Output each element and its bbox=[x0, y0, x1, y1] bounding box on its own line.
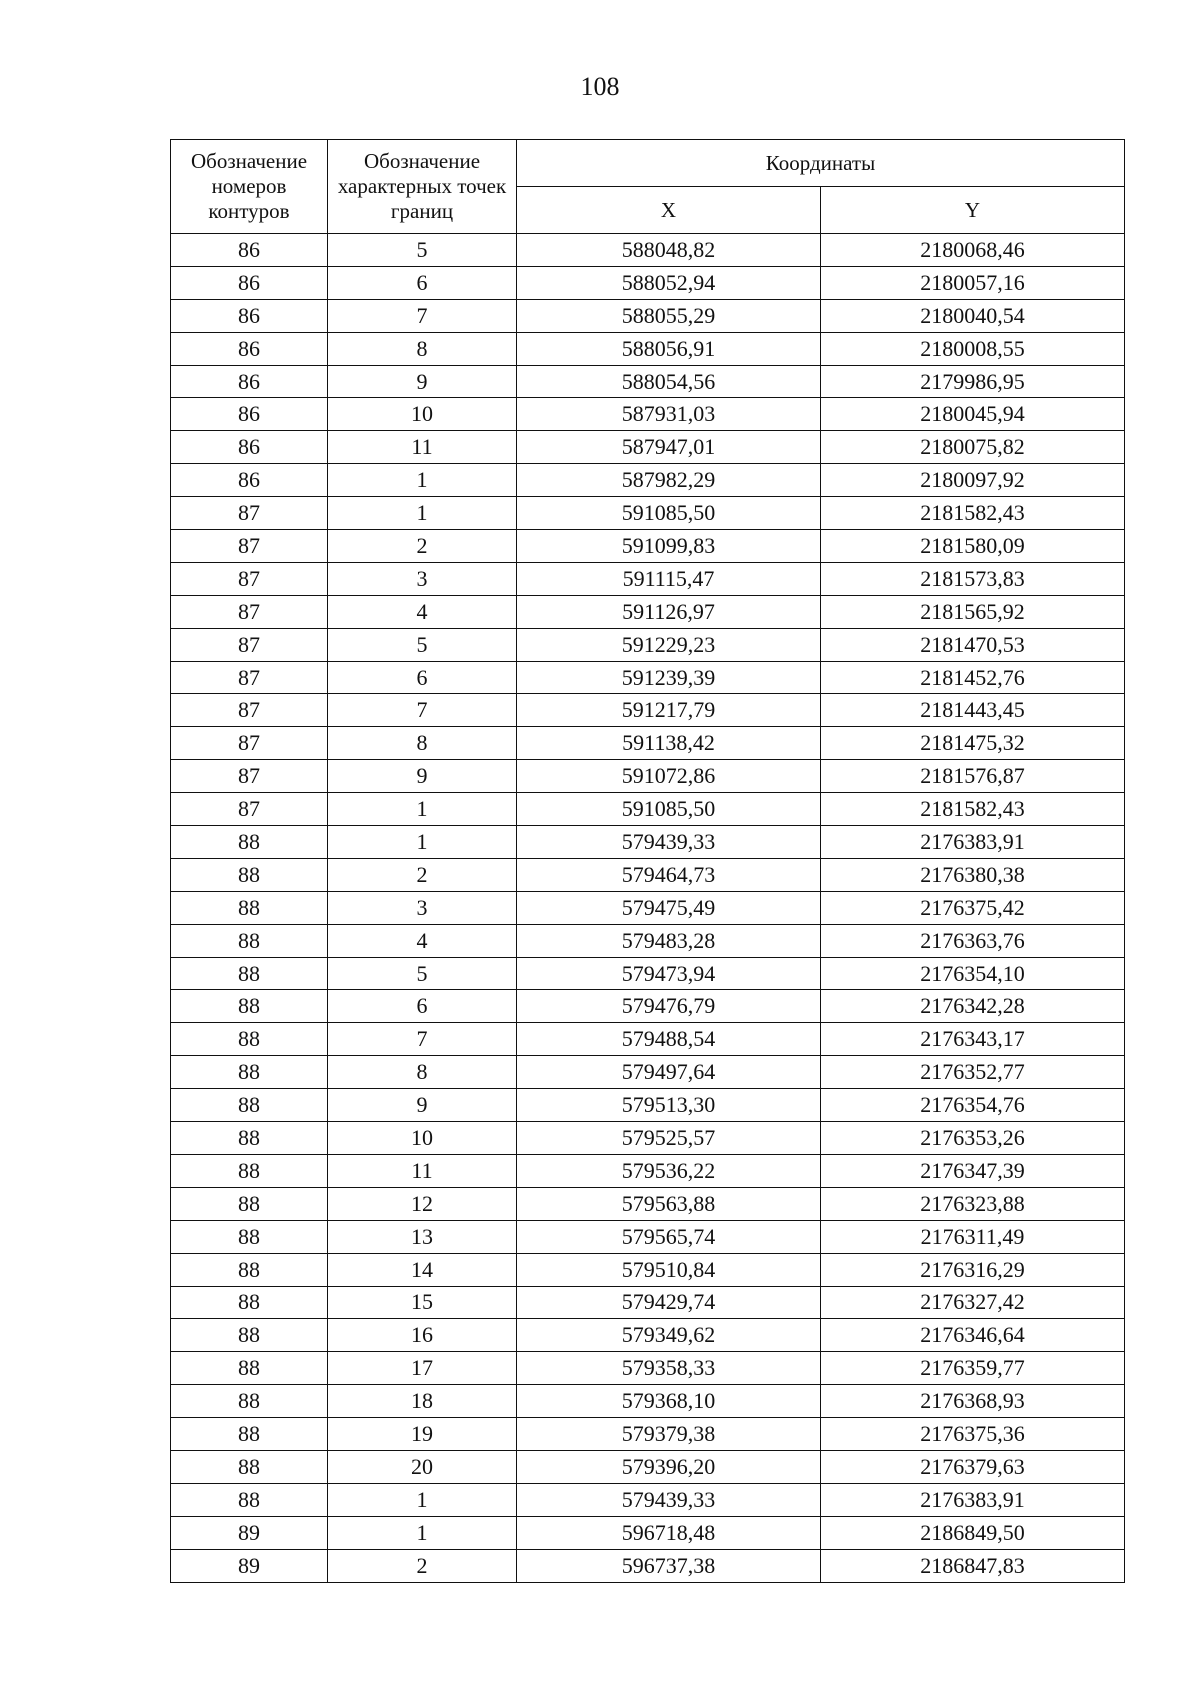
x-coordinate-cell: 579358,33 bbox=[517, 1352, 821, 1385]
y-coordinate-cell: 2176368,93 bbox=[821, 1385, 1125, 1418]
point-number-cell: 16 bbox=[328, 1319, 517, 1352]
table-row bbox=[171, 299, 1125, 332]
x-coordinate-cell: 579475,49 bbox=[517, 891, 821, 924]
x-coordinate-cell: 591085,50 bbox=[517, 793, 821, 826]
table-row bbox=[171, 530, 1125, 563]
point-number-cell: 4 bbox=[328, 924, 517, 957]
table-row bbox=[171, 464, 1125, 497]
x-coordinate-cell: 579396,20 bbox=[517, 1450, 821, 1483]
header-x: X bbox=[517, 187, 821, 234]
point-number-cell: 3 bbox=[328, 891, 517, 924]
point-number-cell: 1 bbox=[328, 793, 517, 826]
table-row bbox=[171, 891, 1125, 924]
table-row bbox=[171, 1418, 1125, 1451]
table-row bbox=[171, 332, 1125, 365]
table-row bbox=[171, 398, 1125, 431]
contour-number-cell: 88 bbox=[171, 1286, 328, 1319]
point-number-cell: 11 bbox=[328, 431, 517, 464]
contour-number-cell: 88 bbox=[171, 1450, 328, 1483]
contour-number-cell: 89 bbox=[171, 1549, 328, 1582]
point-number-cell: 13 bbox=[328, 1220, 517, 1253]
y-coordinate-cell: 2180008,55 bbox=[821, 332, 1125, 365]
point-number-cell: 8 bbox=[328, 727, 517, 760]
y-coordinate-cell: 2180057,16 bbox=[821, 266, 1125, 299]
y-coordinate-cell: 2176383,91 bbox=[821, 1483, 1125, 1516]
contour-number-cell: 86 bbox=[171, 234, 328, 267]
contour-number-cell: 87 bbox=[171, 628, 328, 661]
y-coordinate-cell: 2180075,82 bbox=[821, 431, 1125, 464]
coordinates-table bbox=[170, 139, 1125, 1583]
point-number-cell: 11 bbox=[328, 1154, 517, 1187]
contour-number-cell: 88 bbox=[171, 1089, 328, 1122]
contour-number-cell: 87 bbox=[171, 595, 328, 628]
point-number-cell: 15 bbox=[328, 1286, 517, 1319]
x-coordinate-cell: 579488,54 bbox=[517, 1023, 821, 1056]
point-number-cell: 17 bbox=[328, 1352, 517, 1385]
contour-number-cell: 89 bbox=[171, 1516, 328, 1549]
x-coordinate-cell: 591085,50 bbox=[517, 497, 821, 530]
contour-number-cell: 88 bbox=[171, 1122, 328, 1155]
x-coordinate-cell: 596737,38 bbox=[517, 1549, 821, 1582]
y-coordinate-cell: 2176347,39 bbox=[821, 1154, 1125, 1187]
table-row bbox=[171, 562, 1125, 595]
x-coordinate-cell: 587982,29 bbox=[517, 464, 821, 497]
y-coordinate-cell: 2176380,38 bbox=[821, 858, 1125, 891]
point-number-cell: 18 bbox=[328, 1385, 517, 1418]
table-row bbox=[171, 595, 1125, 628]
contour-number-cell: 86 bbox=[171, 266, 328, 299]
table-row bbox=[171, 661, 1125, 694]
table-row bbox=[171, 1089, 1125, 1122]
point-number-cell: 5 bbox=[328, 628, 517, 661]
x-coordinate-cell: 579429,74 bbox=[517, 1286, 821, 1319]
contour-number-cell: 88 bbox=[171, 1220, 328, 1253]
contour-number-cell: 88 bbox=[171, 990, 328, 1023]
header-y: Y bbox=[821, 187, 1125, 234]
y-coordinate-cell: 2181573,83 bbox=[821, 562, 1125, 595]
x-coordinate-cell: 579497,64 bbox=[517, 1056, 821, 1089]
table-row bbox=[171, 1286, 1125, 1319]
contour-number-cell: 88 bbox=[171, 957, 328, 990]
table-row bbox=[171, 924, 1125, 957]
x-coordinate-cell: 591099,83 bbox=[517, 530, 821, 563]
point-number-cell: 5 bbox=[328, 234, 517, 267]
table-row bbox=[171, 628, 1125, 661]
x-coordinate-cell: 591138,42 bbox=[517, 727, 821, 760]
table-row bbox=[171, 1549, 1125, 1582]
table-row bbox=[171, 694, 1125, 727]
x-coordinate-cell: 579525,57 bbox=[517, 1122, 821, 1155]
contour-number-cell: 88 bbox=[171, 1483, 328, 1516]
point-number-cell: 7 bbox=[328, 694, 517, 727]
contour-number-cell: 86 bbox=[171, 464, 328, 497]
table-row bbox=[171, 1516, 1125, 1549]
y-coordinate-cell: 2176327,42 bbox=[821, 1286, 1125, 1319]
table-row bbox=[171, 1483, 1125, 1516]
table-row bbox=[171, 957, 1125, 990]
x-coordinate-cell: 588056,91 bbox=[517, 332, 821, 365]
y-coordinate-cell: 2176354,76 bbox=[821, 1089, 1125, 1122]
table-row bbox=[171, 1319, 1125, 1352]
table-row bbox=[171, 1187, 1125, 1220]
contour-number-cell: 88 bbox=[171, 1319, 328, 1352]
contour-number-cell: 88 bbox=[171, 826, 328, 859]
point-number-cell: 12 bbox=[328, 1187, 517, 1220]
table-row bbox=[171, 1056, 1125, 1089]
table-row bbox=[171, 1352, 1125, 1385]
table-row bbox=[171, 234, 1125, 267]
table-row bbox=[171, 727, 1125, 760]
header-boundary-points: Обозначение характерных точек границ bbox=[328, 140, 517, 234]
contour-number-cell: 87 bbox=[171, 530, 328, 563]
x-coordinate-cell: 587931,03 bbox=[517, 398, 821, 431]
y-coordinate-cell: 2176346,64 bbox=[821, 1319, 1125, 1352]
y-coordinate-cell: 2176359,77 bbox=[821, 1352, 1125, 1385]
contour-number-cell: 87 bbox=[171, 727, 328, 760]
point-number-cell: 1 bbox=[328, 1516, 517, 1549]
point-number-cell: 9 bbox=[328, 760, 517, 793]
y-coordinate-cell: 2181565,92 bbox=[821, 595, 1125, 628]
x-coordinate-cell: 579565,74 bbox=[517, 1220, 821, 1253]
point-number-cell: 3 bbox=[328, 562, 517, 595]
x-coordinate-cell: 591229,23 bbox=[517, 628, 821, 661]
point-number-cell: 6 bbox=[328, 266, 517, 299]
y-coordinate-cell: 2181582,43 bbox=[821, 497, 1125, 530]
contour-number-cell: 88 bbox=[171, 858, 328, 891]
contour-number-cell: 88 bbox=[171, 1385, 328, 1418]
y-coordinate-cell: 2181580,09 bbox=[821, 530, 1125, 563]
contour-number-cell: 87 bbox=[171, 562, 328, 595]
y-coordinate-cell: 2179986,95 bbox=[821, 365, 1125, 398]
table-row bbox=[171, 266, 1125, 299]
y-coordinate-cell: 2176363,76 bbox=[821, 924, 1125, 957]
x-coordinate-cell: 579536,22 bbox=[517, 1154, 821, 1187]
y-coordinate-cell: 2176316,29 bbox=[821, 1253, 1125, 1286]
point-number-cell: 9 bbox=[328, 1089, 517, 1122]
x-coordinate-cell: 591115,47 bbox=[517, 562, 821, 595]
contour-number-cell: 88 bbox=[171, 1418, 328, 1451]
point-number-cell: 2 bbox=[328, 858, 517, 891]
y-coordinate-cell: 2180068,46 bbox=[821, 234, 1125, 267]
x-coordinate-cell: 579513,30 bbox=[517, 1089, 821, 1122]
contour-number-cell: 87 bbox=[171, 497, 328, 530]
point-number-cell: 9 bbox=[328, 365, 517, 398]
y-coordinate-cell: 2176343,17 bbox=[821, 1023, 1125, 1056]
x-coordinate-cell: 579563,88 bbox=[517, 1187, 821, 1220]
x-coordinate-cell: 591217,79 bbox=[517, 694, 821, 727]
x-coordinate-cell: 579473,94 bbox=[517, 957, 821, 990]
y-coordinate-cell: 2181475,32 bbox=[821, 727, 1125, 760]
table-row bbox=[171, 1253, 1125, 1286]
y-coordinate-cell: 2176352,77 bbox=[821, 1056, 1125, 1089]
point-number-cell: 1 bbox=[328, 464, 517, 497]
header-contour-numbers: Обозначение номеров контуров bbox=[171, 140, 328, 234]
contour-number-cell: 87 bbox=[171, 760, 328, 793]
table-row bbox=[171, 990, 1125, 1023]
contour-number-cell: 87 bbox=[171, 793, 328, 826]
y-coordinate-cell: 2176375,36 bbox=[821, 1418, 1125, 1451]
x-coordinate-cell: 579439,33 bbox=[517, 826, 821, 859]
y-coordinate-cell: 2181582,43 bbox=[821, 793, 1125, 826]
table-row bbox=[171, 1023, 1125, 1056]
y-coordinate-cell: 2180045,94 bbox=[821, 398, 1125, 431]
table-row bbox=[171, 497, 1125, 530]
contour-number-cell: 88 bbox=[171, 1154, 328, 1187]
header-coordinates: Координаты bbox=[517, 140, 1125, 187]
point-number-cell: 7 bbox=[328, 1023, 517, 1056]
y-coordinate-cell: 2186847,83 bbox=[821, 1549, 1125, 1582]
table-row bbox=[171, 826, 1125, 859]
point-number-cell: 6 bbox=[328, 990, 517, 1023]
contour-number-cell: 88 bbox=[171, 1023, 328, 1056]
point-number-cell: 8 bbox=[328, 1056, 517, 1089]
y-coordinate-cell: 2176342,28 bbox=[821, 990, 1125, 1023]
y-coordinate-cell: 2181576,87 bbox=[821, 760, 1125, 793]
table-row bbox=[171, 431, 1125, 464]
y-coordinate-cell: 2181470,53 bbox=[821, 628, 1125, 661]
contour-number-cell: 87 bbox=[171, 661, 328, 694]
contour-number-cell: 86 bbox=[171, 398, 328, 431]
point-number-cell: 5 bbox=[328, 957, 517, 990]
point-number-cell: 1 bbox=[328, 497, 517, 530]
table-body bbox=[171, 234, 1125, 1583]
y-coordinate-cell: 2181452,76 bbox=[821, 661, 1125, 694]
contour-number-cell: 88 bbox=[171, 891, 328, 924]
x-coordinate-cell: 588054,56 bbox=[517, 365, 821, 398]
point-number-cell: 10 bbox=[328, 398, 517, 431]
point-number-cell: 1 bbox=[328, 826, 517, 859]
table-row bbox=[171, 1122, 1125, 1155]
point-number-cell: 2 bbox=[328, 1549, 517, 1582]
y-coordinate-cell: 2176375,42 bbox=[821, 891, 1125, 924]
contour-number-cell: 86 bbox=[171, 365, 328, 398]
point-number-cell: 19 bbox=[328, 1418, 517, 1451]
contour-number-cell: 88 bbox=[171, 1056, 328, 1089]
y-coordinate-cell: 2176353,26 bbox=[821, 1122, 1125, 1155]
contour-number-cell: 88 bbox=[171, 924, 328, 957]
x-coordinate-cell: 579510,84 bbox=[517, 1253, 821, 1286]
table-row bbox=[171, 365, 1125, 398]
contour-number-cell: 87 bbox=[171, 694, 328, 727]
x-coordinate-cell: 588055,29 bbox=[517, 299, 821, 332]
contour-number-cell: 88 bbox=[171, 1253, 328, 1286]
point-number-cell: 7 bbox=[328, 299, 517, 332]
y-coordinate-cell: 2176379,63 bbox=[821, 1450, 1125, 1483]
point-number-cell: 1 bbox=[328, 1483, 517, 1516]
x-coordinate-cell: 579483,28 bbox=[517, 924, 821, 957]
point-number-cell: 2 bbox=[328, 530, 517, 563]
table-row bbox=[171, 1220, 1125, 1253]
table-row bbox=[171, 793, 1125, 826]
y-coordinate-cell: 2180097,92 bbox=[821, 464, 1125, 497]
x-coordinate-cell: 588048,82 bbox=[517, 234, 821, 267]
y-coordinate-cell: 2181443,45 bbox=[821, 694, 1125, 727]
point-number-cell: 20 bbox=[328, 1450, 517, 1483]
y-coordinate-cell: 2176383,91 bbox=[821, 826, 1125, 859]
x-coordinate-cell: 579368,10 bbox=[517, 1385, 821, 1418]
x-coordinate-cell: 591126,97 bbox=[517, 595, 821, 628]
contour-number-cell: 86 bbox=[171, 299, 328, 332]
x-coordinate-cell: 579379,38 bbox=[517, 1418, 821, 1451]
contour-number-cell: 86 bbox=[171, 332, 328, 365]
contour-number-cell: 88 bbox=[171, 1352, 328, 1385]
x-coordinate-cell: 579464,73 bbox=[517, 858, 821, 891]
point-number-cell: 6 bbox=[328, 661, 517, 694]
contour-number-cell: 86 bbox=[171, 431, 328, 464]
page-number: 108 bbox=[580, 72, 620, 101]
contour-number-cell: 88 bbox=[171, 1187, 328, 1220]
x-coordinate-cell: 588052,94 bbox=[517, 266, 821, 299]
y-coordinate-cell: 2176311,49 bbox=[821, 1220, 1125, 1253]
x-coordinate-cell: 591072,86 bbox=[517, 760, 821, 793]
x-coordinate-cell: 579476,79 bbox=[517, 990, 821, 1023]
y-coordinate-cell: 2176354,10 bbox=[821, 957, 1125, 990]
table-row bbox=[171, 1450, 1125, 1483]
table-row bbox=[171, 1154, 1125, 1187]
point-number-cell: 10 bbox=[328, 1122, 517, 1155]
x-coordinate-cell: 596718,48 bbox=[517, 1516, 821, 1549]
x-coordinate-cell: 591239,39 bbox=[517, 661, 821, 694]
y-coordinate-cell: 2180040,54 bbox=[821, 299, 1125, 332]
x-coordinate-cell: 579349,62 bbox=[517, 1319, 821, 1352]
point-number-cell: 8 bbox=[328, 332, 517, 365]
table-row bbox=[171, 760, 1125, 793]
y-coordinate-cell: 2176323,88 bbox=[821, 1187, 1125, 1220]
y-coordinate-cell: 2186849,50 bbox=[821, 1516, 1125, 1549]
x-coordinate-cell: 587947,01 bbox=[517, 431, 821, 464]
point-number-cell: 4 bbox=[328, 595, 517, 628]
point-number-cell: 14 bbox=[328, 1253, 517, 1286]
x-coordinate-cell: 579439,33 bbox=[517, 1483, 821, 1516]
table-row bbox=[171, 1385, 1125, 1418]
table-row bbox=[171, 858, 1125, 891]
